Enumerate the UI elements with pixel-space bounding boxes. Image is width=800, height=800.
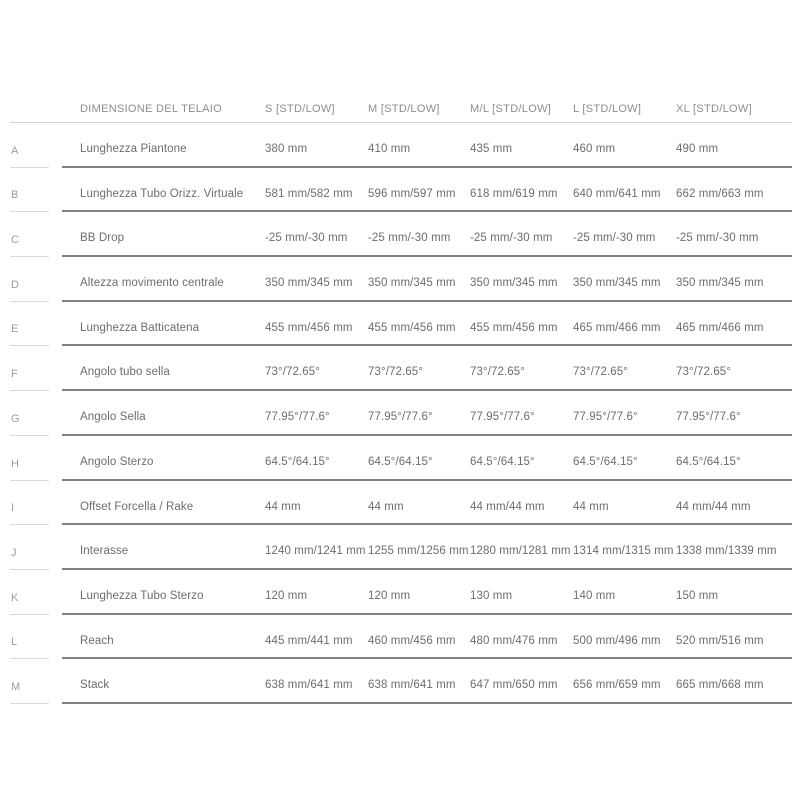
- dimension-value: -25 mm/-30 mm: [368, 232, 451, 245]
- row-letter: J: [10, 525, 62, 570]
- row-letter: F: [10, 346, 62, 391]
- dimension-name: Angolo Sella: [80, 411, 146, 424]
- table-row: [10, 346, 792, 391]
- table-row: [10, 257, 792, 302]
- dimension-value: 73°/72.65°: [676, 366, 731, 379]
- row-letter: L: [10, 615, 62, 660]
- dimension-value: 640 mm/641 mm: [573, 187, 661, 200]
- dimension-value: 1280 mm/1281 mm: [470, 545, 571, 558]
- dimension-value: 380 mm: [265, 143, 308, 156]
- dimension-value: 64.5°/64.15°: [470, 455, 535, 468]
- dimension-value: 1240 mm/1241 mm: [265, 545, 366, 558]
- dimension-value: 44 mm/44 mm: [470, 500, 545, 513]
- dimension-value: 73°/72.65°: [265, 366, 320, 379]
- dimension-value: 140 mm: [573, 589, 616, 602]
- header-columns: [62, 90, 792, 122]
- dimension-value: 120 mm: [368, 589, 411, 602]
- dimension-value: 350 mm/345 mm: [368, 277, 456, 290]
- dimension-value: 480 mm/476 mm: [470, 634, 558, 647]
- dimension-value: 435 mm: [470, 143, 513, 156]
- row-values: [62, 212, 792, 257]
- dimension-name: Lunghezza Tubo Orizz. Virtuale: [80, 187, 244, 200]
- dimension-name: Altezza movimento centrale: [80, 277, 224, 290]
- dimension-value: -25 mm/-30 mm: [573, 232, 656, 245]
- dimension-value: 77.95°/77.6°: [676, 411, 741, 424]
- header-letter-gutter: [10, 90, 62, 122]
- dimension-value: 77.95°/77.6°: [470, 411, 535, 424]
- dimension-name: Interasse: [80, 545, 129, 558]
- dimension-value: 64.5°/64.15°: [368, 455, 433, 468]
- table-header-row: [10, 90, 792, 123]
- dimension-value: 44 mm: [368, 500, 404, 513]
- dimension-value: 596 mm/597 mm: [368, 187, 456, 200]
- row-values: [62, 570, 792, 615]
- dimension-name: Lunghezza Tubo Sterzo: [80, 589, 204, 602]
- dimension-value: 445 mm/441 mm: [265, 634, 353, 647]
- dimension-value: 455 mm/456 mm: [265, 321, 353, 334]
- row-values: [62, 168, 792, 213]
- dimension-value: 581 mm/582 mm: [265, 187, 353, 200]
- dimension-name: Angolo tubo sella: [80, 366, 170, 379]
- dimension-name: Stack: [80, 679, 110, 692]
- dimension-value: 647 mm/650 mm: [470, 679, 558, 692]
- dimension-value: 64.5°/64.15°: [573, 455, 638, 468]
- dimension-value: 618 mm/619 mm: [470, 187, 558, 200]
- table-body: [10, 123, 792, 704]
- dimension-value: 656 mm/659 mm: [573, 679, 661, 692]
- dimension-value: 465 mm/466 mm: [573, 321, 661, 334]
- dimension-name: Offset Forcella / Rake: [80, 500, 194, 513]
- frame-geometry-table: [10, 90, 792, 704]
- table-row: [10, 659, 792, 704]
- row-letter: I: [10, 481, 62, 526]
- dimension-value: 150 mm: [676, 589, 719, 602]
- row-values: [62, 391, 792, 436]
- dimension-value: 64.5°/64.15°: [676, 455, 741, 468]
- dimension-value: 500 mm/496 mm: [573, 634, 661, 647]
- row-letter: D: [10, 257, 62, 302]
- table-row: [10, 525, 792, 570]
- dimension-name: Angolo Sterzo: [80, 455, 154, 468]
- row-letter: B: [10, 168, 62, 213]
- dimension-value: 455 mm/456 mm: [368, 321, 456, 334]
- dimension-value: 77.95°/77.6°: [265, 411, 330, 424]
- dimension-value: 77.95°/77.6°: [573, 411, 638, 424]
- dimension-value: 120 mm: [265, 589, 308, 602]
- dimension-value: 638 mm/641 mm: [368, 679, 456, 692]
- table-row: [10, 123, 792, 168]
- dimension-value: 665 mm/668 mm: [676, 679, 764, 692]
- dimension-value: 490 mm: [676, 143, 719, 156]
- dimension-value: 350 mm/345 mm: [676, 277, 764, 290]
- dimension-value: 44 mm: [573, 500, 609, 513]
- row-values: [62, 302, 792, 347]
- dimension-value: 455 mm/456 mm: [470, 321, 558, 334]
- dimension-value: 44 mm/44 mm: [676, 500, 751, 513]
- dimension-value: 465 mm/466 mm: [676, 321, 764, 334]
- table-row: [10, 391, 792, 436]
- dimension-name: BB Drop: [80, 232, 125, 245]
- dimension-value: 638 mm/641 mm: [265, 679, 353, 692]
- table-row: [10, 570, 792, 615]
- dimension-value: 662 mm/663 mm: [676, 187, 764, 200]
- row-letter: M: [10, 659, 62, 704]
- dimension-value: 73°/72.65°: [470, 366, 525, 379]
- column-header-size: XL [STD/LOW]: [676, 102, 752, 115]
- row-letter: A: [10, 123, 62, 168]
- dimension-value: 350 mm/345 mm: [265, 277, 353, 290]
- dimension-value: -25 mm/-30 mm: [265, 232, 348, 245]
- dimension-name: Reach: [80, 634, 114, 647]
- dimension-name: Lunghezza Piantone: [80, 143, 187, 156]
- table-row: [10, 168, 792, 213]
- table-row: [10, 302, 792, 347]
- row-values: [62, 436, 792, 481]
- table-row: [10, 481, 792, 526]
- row-values: [62, 123, 792, 168]
- dimension-value: 1314 mm/1315 mm: [573, 545, 674, 558]
- dimension-value: 520 mm/516 mm: [676, 634, 764, 647]
- column-header-size: L [STD/LOW]: [573, 102, 642, 115]
- dimension-value: 77.95°/77.6°: [368, 411, 433, 424]
- row-values: [62, 481, 792, 526]
- dimension-value: 44 mm: [265, 500, 301, 513]
- row-values: [62, 257, 792, 302]
- dimension-value: 1255 mm/1256 mm: [368, 545, 469, 558]
- dimension-value: 1338 mm/1339 mm: [676, 545, 777, 558]
- dimension-value: -25 mm/-30 mm: [676, 232, 759, 245]
- row-letter: C: [10, 212, 62, 257]
- row-values: [62, 615, 792, 660]
- dimension-value: 350 mm/345 mm: [573, 277, 661, 290]
- dimension-value: 73°/72.65°: [573, 366, 628, 379]
- table-row: [10, 615, 792, 660]
- dimension-value: 460 mm/456 mm: [368, 634, 456, 647]
- column-header-size: S [STD/LOW]: [265, 102, 335, 115]
- table-row: [10, 436, 792, 481]
- column-header-size: M [STD/LOW]: [368, 102, 440, 115]
- dimension-value: -25 mm/-30 mm: [470, 232, 553, 245]
- column-header-size: M/L [STD/LOW]: [470, 102, 552, 115]
- dimension-value: 64.5°/64.15°: [265, 455, 330, 468]
- row-values: [62, 659, 792, 704]
- dimension-value: 73°/72.65°: [368, 366, 423, 379]
- dimension-value: 350 mm/345 mm: [470, 277, 558, 290]
- dimension-name: Lunghezza Batticatena: [80, 321, 200, 334]
- row-letter: K: [10, 570, 62, 615]
- dimension-value: 130 mm: [470, 589, 513, 602]
- row-letter: E: [10, 302, 62, 347]
- row-values: [62, 346, 792, 391]
- dimension-value: 460 mm: [573, 143, 616, 156]
- row-letter: H: [10, 436, 62, 481]
- row-letter: G: [10, 391, 62, 436]
- table-row: [10, 212, 792, 257]
- column-header-dimension: DIMENSIONE DEL TELAIO: [80, 102, 223, 115]
- row-values: [62, 525, 792, 570]
- dimension-value: 410 mm: [368, 143, 411, 156]
